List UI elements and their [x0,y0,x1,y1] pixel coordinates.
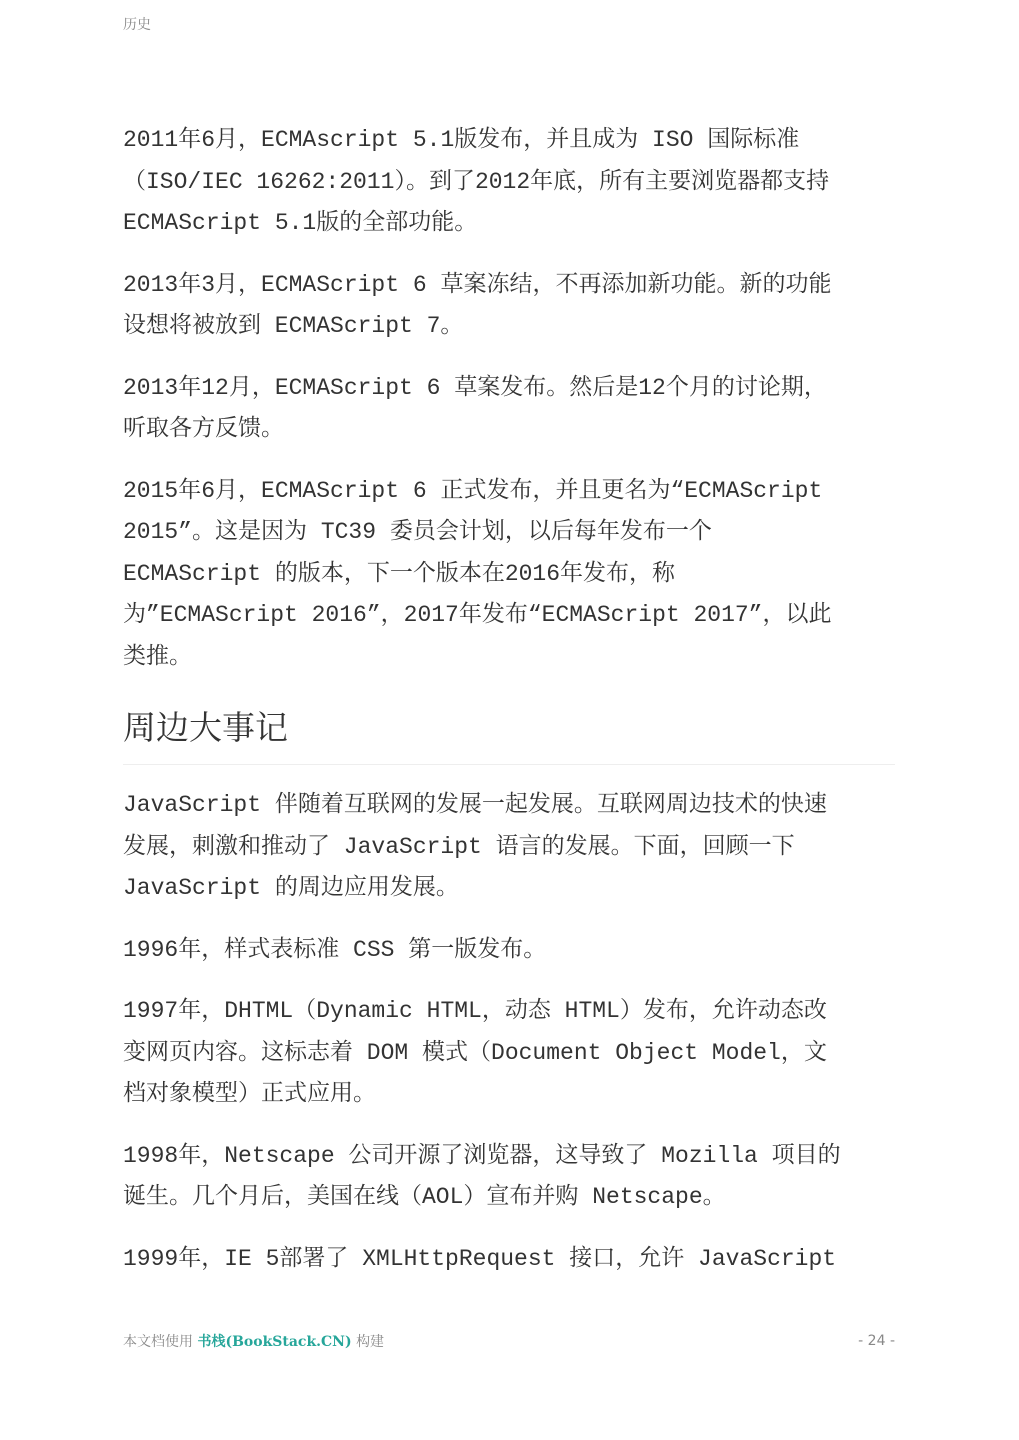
footer-brand-link[interactable]: 书栈(BookStack.CN) [197,1334,352,1350]
page-footer [123,1331,895,1351]
paragraph-1997: 1997年，DHTML（Dynamic HTML，动态 HTML）发布，允许动态改 变网页内容。这标志着 DOM 模式（Document Object Model，文 档对象模型）正式应用。 [123,998,827,1107]
page-number: - 24 - [858,1333,895,1349]
paragraph-1999: 1999年，IE 5部署了 XMLHttpRequest 接口，允许 JavaScript [123,1245,837,1272]
footer-credit [123,1331,384,1351]
section-heading: 周边大事记 [123,700,895,765]
paragraph-2015: 2015年6月，ECMAScript 6 正式发布，并且更名为“ECMAScript 2015”。这是因为 TC39 委员会计划，以后每年发布一个 ECMAScript 的版本，下一个版本在2016年发布，称 为”ECMAScript 2016”，2017年发布“ECMAScript 2017”，以此 类推。 [123,477,832,670]
paragraph-2011: 2011年6月，ECMAscript 5.1版发布，并且成为 ISO 国际标准 （ISO/IEC 16262:2011）。到了2012年底，所有主要浏览器都支持 ECMAScript 5.1版的全部功能。 [123,127,830,236]
paragraph-intro: JavaScript 伴随着互联网的发展一起发展。互联网周边技术的快速 发展，刺激和推动了 JavaScript 语言的发展。下面，回顾一下 JavaScript 的周边应用发展。 [123,792,827,901]
footer-suffix: 构建 [356,1334,385,1350]
footer-prefix: 本文档使用 [123,1334,193,1350]
paragraph-2013-december: 2013年12月，ECMAScript 6 草案发布。然后是12个月的讨论期， 听取各方反馈。 [123,374,827,442]
paragraph-1996: 1996年，样式表标准 CSS 第一版发布。 [123,936,547,963]
page-content [123,120,895,1300]
paragraph-1998: 1998年，Netscape 公司开源了浏览器，这导致了 Mozilla 项目的 诞生。几个月后，美国在线（AOL）宣布并购 Netscape。 [123,1142,841,1210]
running-header: 历史 [123,17,151,33]
paragraph-2013-march: 2013年3月，ECMAScript 6 草案冻结，不再添加新功能。新的功能 设想将被放到 ECMAScript 7。 [123,271,832,339]
